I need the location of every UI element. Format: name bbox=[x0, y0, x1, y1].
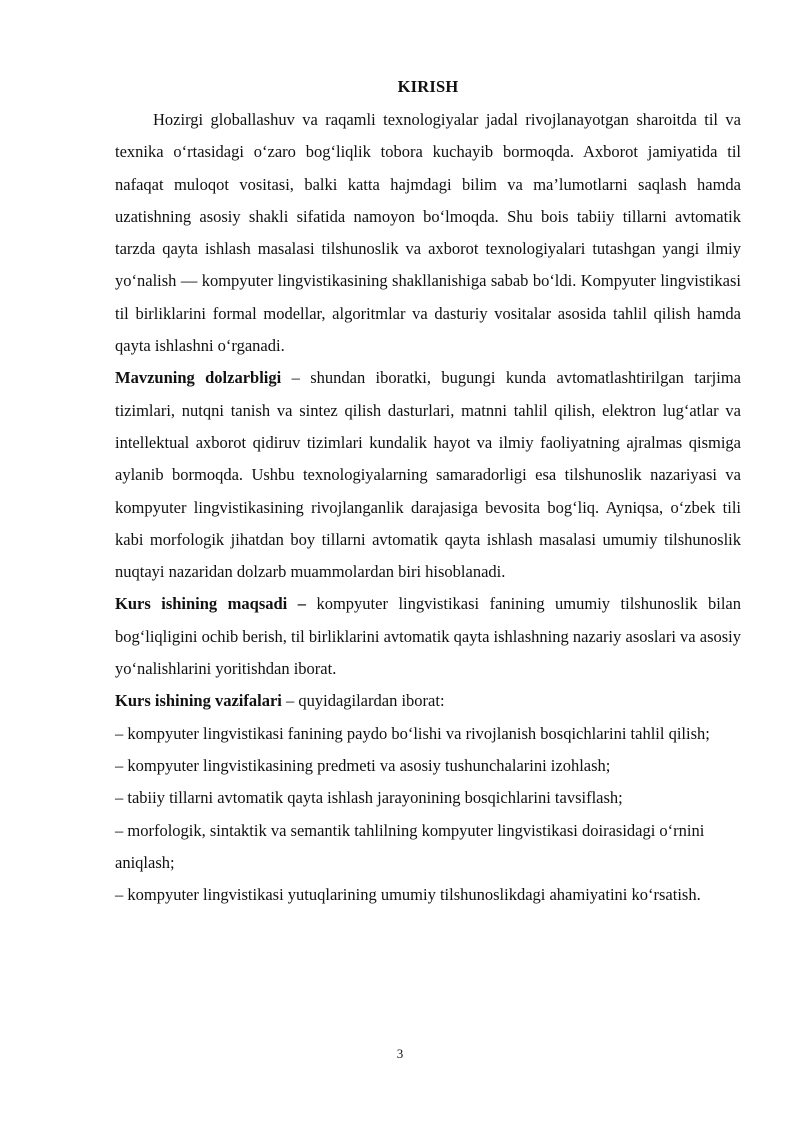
goal-text: kompyuter lingvistikasi fanining umumiy tilshunoslik bilan bog‘liqligini ochib berish, til birliklarini avtomatik qayta ishlashning nazariy asoslari va asosiy yo‘nalishlarini yoritishdan iborat. bbox=[115, 594, 742, 679]
document-page bbox=[115, 74, 741, 911]
relevance-text: – shundan iboratki, bugungi kunda avtomatlashtirilgan tarjima tizimlari, nutqni tanish va sintez qilish dasturlari, matnni tahlil qilish, elektron lug‘atlar va intellektual axborot qidiruv tizimlari kundalik hayot va ilmiy faoliyatning ajralmas qismiga aylanib bormoqda. Ushbu texnologiyalarning samaradorligi esa tilshunoslik nazariyasi va kompyuter lingvistikasining rivojlanganlik darajasiga bevosita bog‘liq. Ayniqsa, o‘zbek tili kabi morfologik jihatdan boy tillarni avtomatik qayta ishlash masalasi umumiy tilshunoslik nuqtayi nazaridan dolzarb muammolardan biri hisoblanadi. bbox=[115, 368, 741, 582]
task-item: – kompyuter lingvistikasi fanining paydo bo‘lishi va rivojlanish bosqichlarini tahlil qilish; bbox=[115, 723, 710, 743]
intro-paragraph: Hozirgi globallashuv va raqamli texnologiyalar jadal rivojlanayotgan sharoitda til va texnika o‘rtasidagi o‘zaro bog‘liqlik tobora kuchayib bormoqda. Axborot jamiyatida til nafaqat muloqot vositasi, balki katta hajmdagi bilim va ma’lumotlarni saqlash hamda uzatishning asosiy shakli sifatida namoyon bo‘lmoqda. Shu bois tabiiy tillarni avtomatik tarzda qayta ishlash masalasi tilshunoslik va axborot texnologiyalari tutashgan yangi ilmiy yo‘nalish — kompyuter lingvistikasining shakllanishiga sabab bo‘ldi. Kompyuter lingvistikasi til birliklarini formal modellar, algoritmlar va dasturiy vositalar asosida tahlil qilish hamda qayta ishlashni o‘rganadi. bbox=[115, 110, 741, 356]
tasks-text: – quyidagilardan iborat: bbox=[281, 691, 445, 711]
task-item: – kompyuter lingvistikasining predmeti va asosiy tushunchalarini izohlash; bbox=[115, 755, 611, 775]
task-item: – kompyuter lingvistikasi yutuqlarining umumiy tilshunoslikdagi ahamiyatini ko‘rsatish. bbox=[115, 885, 701, 905]
page-number: 3 bbox=[396, 1046, 404, 1061]
relevance-label: Mavzuning dolzarbligi bbox=[115, 368, 282, 388]
task-item: – morfologik, sintaktik va semantik tahlilning kompyuter lingvistikasi doirasidagi o‘rnini aniqlash; bbox=[115, 820, 705, 872]
tasks-paragraph bbox=[115, 685, 741, 717]
relevance-paragraph bbox=[115, 362, 741, 588]
page-title: KIRISH bbox=[397, 77, 459, 96]
tasks-label: Kurs ishining vazifalari bbox=[115, 691, 282, 711]
task-item: – tabiiy tillarni avtomatik qayta ishlash jarayonining bosqichlarini tavsiflash; bbox=[115, 788, 623, 808]
goal-paragraph bbox=[115, 588, 741, 685]
goal-label: Kurs ishining maqsadi – bbox=[115, 594, 306, 614]
